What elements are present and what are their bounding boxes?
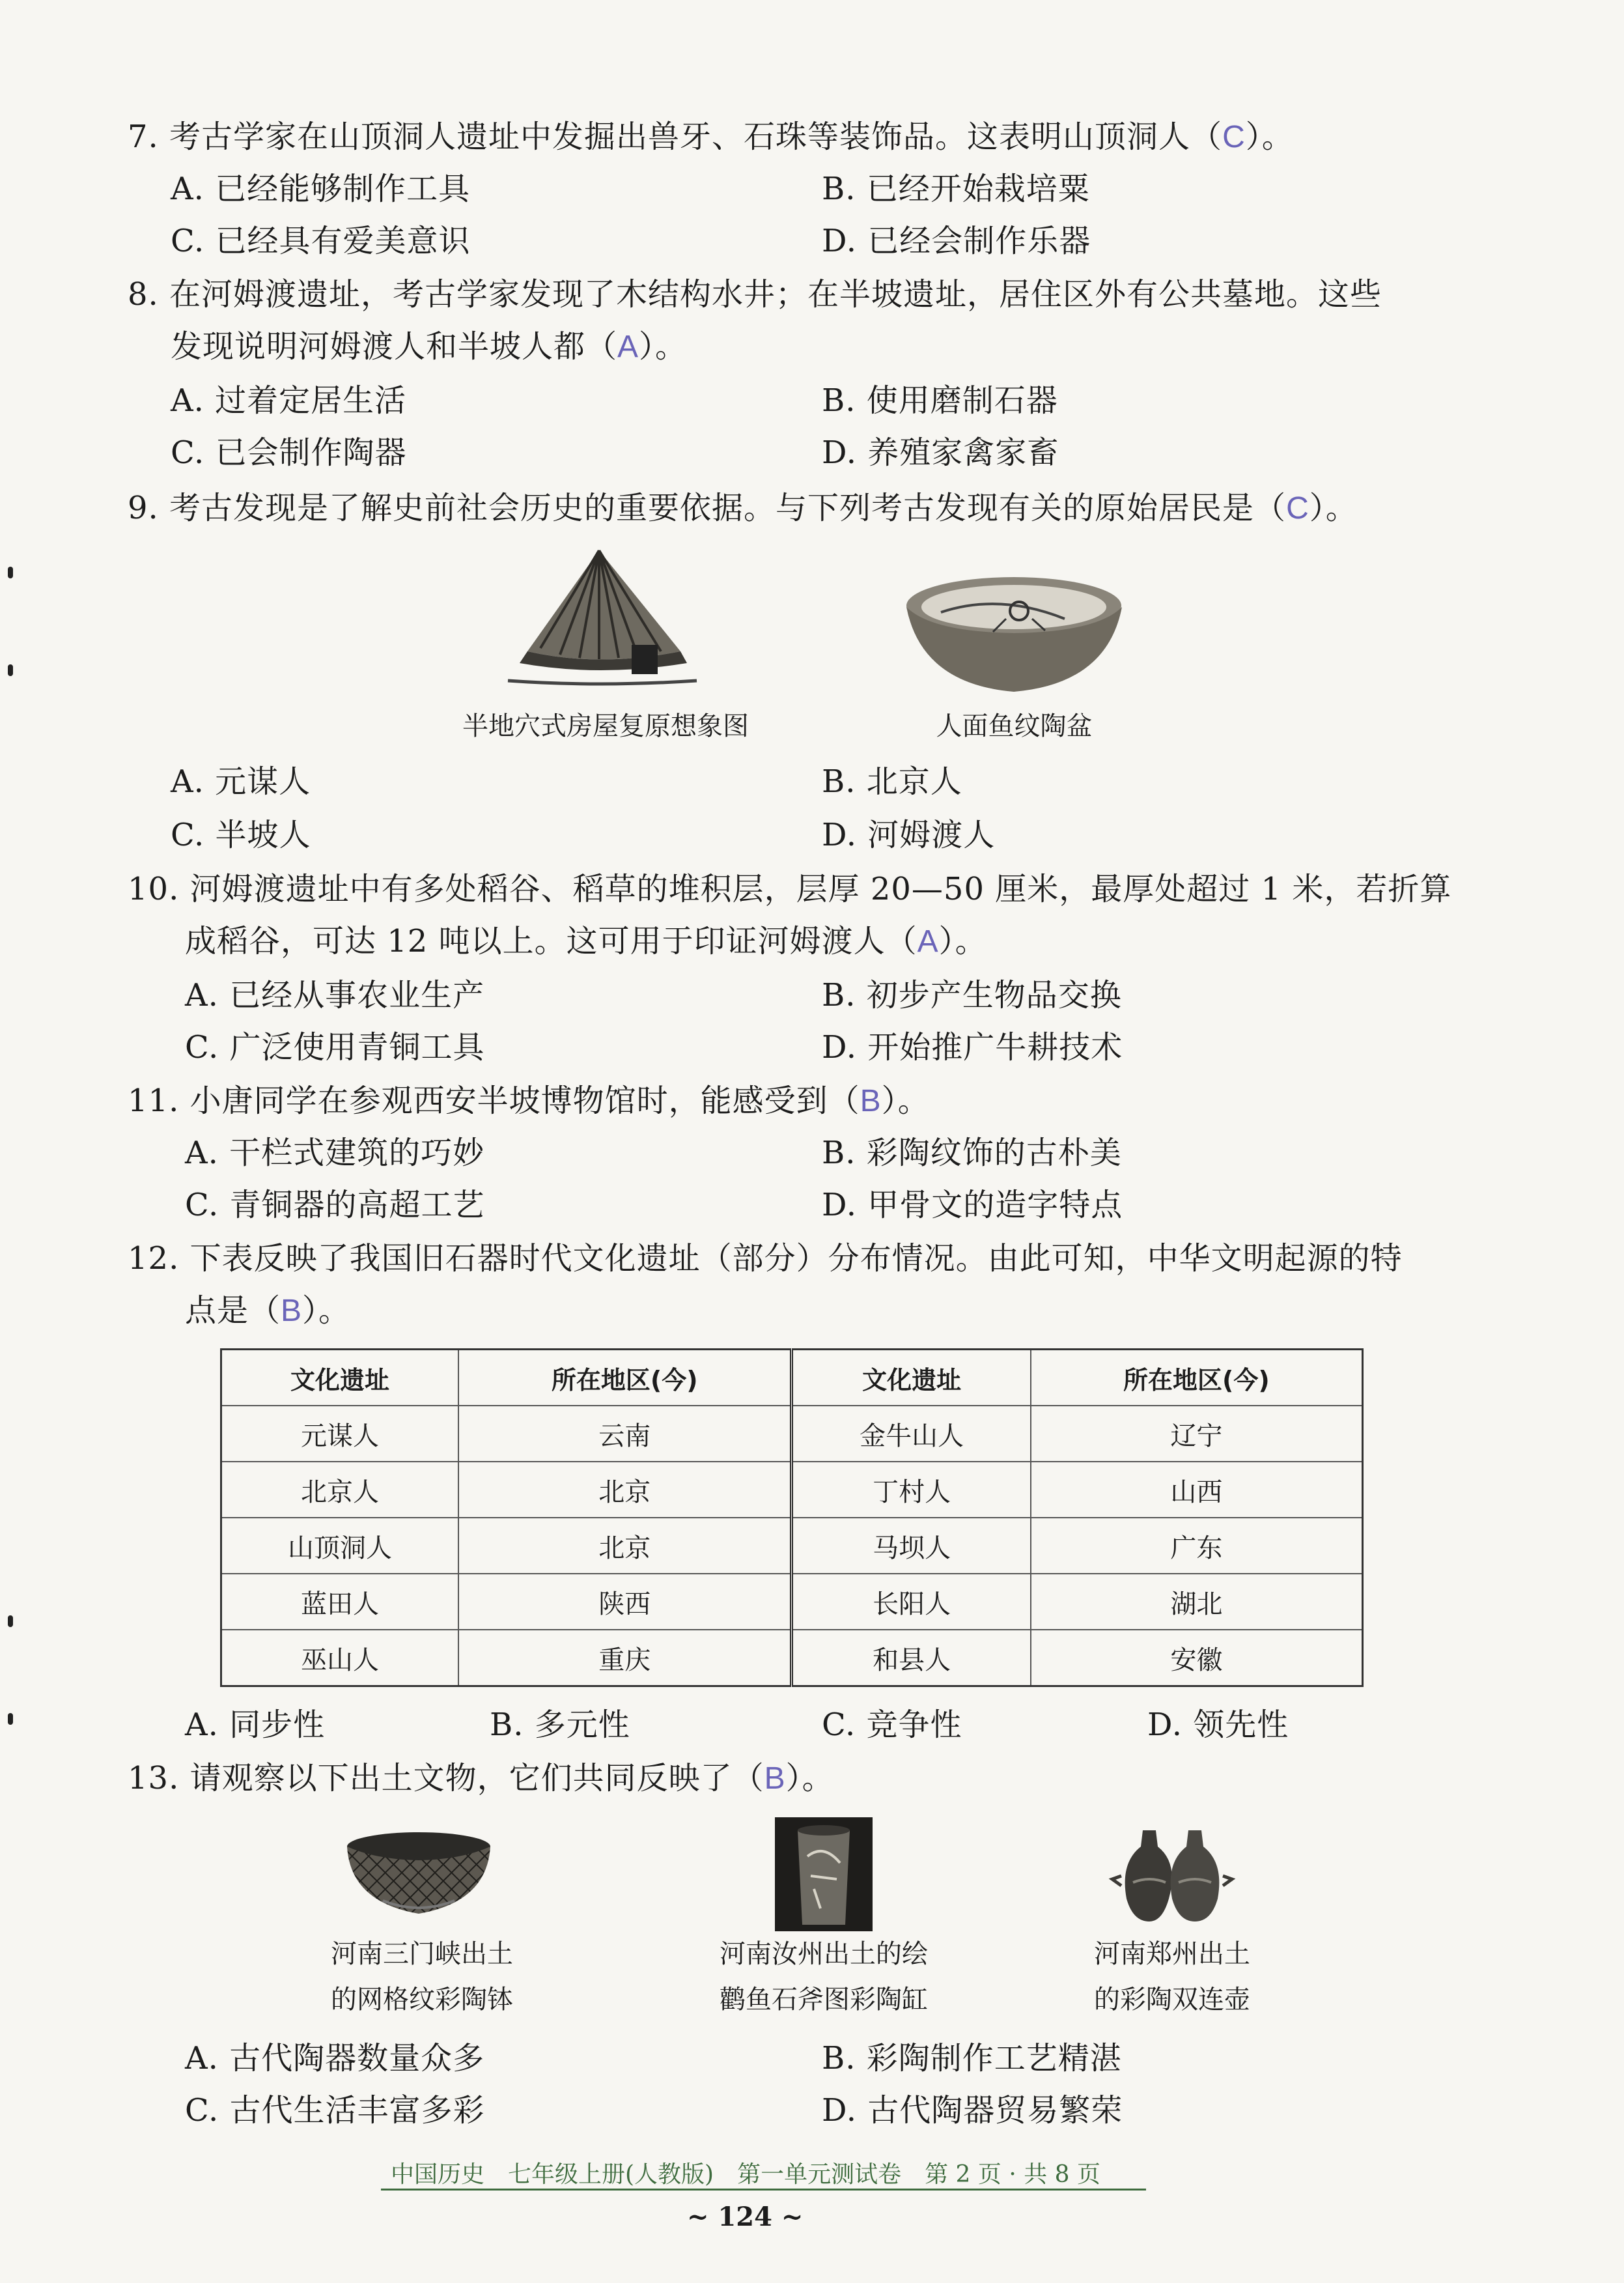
q7-option-c: C. 已经具有爱美意识 — [171, 223, 471, 259]
q13-option-d: D. 古代陶器贸易繁荣 — [822, 2092, 1123, 2129]
q8-option-d: D. 养殖家禽家畜 — [822, 434, 1059, 471]
q9-caption-house: 半地穴式房屋复原想象图 — [462, 711, 749, 741]
q10-option-c: C. 广泛使用青铜工具 — [185, 1029, 485, 1066]
q7-option-d: D. 已经会制作乐器 — [822, 223, 1091, 259]
q10-stem-line1: 10. 河姆渡遗址中有多处稻谷、稻草的堆积层，层厚 20—50 厘米，最厚处超过 1 米，若折算 — [128, 871, 1452, 907]
table-cell: 巫山人 — [221, 1630, 459, 1686]
human-face-fish-basin-image — [902, 573, 1127, 697]
table-cell: 山西 — [1031, 1462, 1363, 1518]
table-header: 文化遗址 — [221, 1350, 459, 1406]
q13-option-c: C. 古代生活丰富多彩 — [185, 2092, 485, 2129]
table-header-row — [221, 1350, 1363, 1406]
q9-caption-basin: 人面鱼纹陶盆 — [936, 711, 1093, 741]
q13-caption-vat-line2: 鹳鱼石斧图彩陶缸 — [720, 1985, 928, 2015]
table-row — [221, 1630, 1363, 1686]
q12-option-d: D. 领先性 — [1147, 1707, 1289, 1743]
q10-option-d: D. 开始推广牛耕技术 — [822, 1029, 1123, 1066]
q8-stem-line1: 8. 在河姆渡遗址，考古学家发现了木结构水井；在半坡遗址，居住区外有公共墓地。这些 — [128, 276, 1382, 313]
q8-option-a: A. 过着定居生活 — [171, 382, 407, 419]
net-pattern-painted-bowl-image — [344, 1830, 494, 1918]
q9-stem: 9. 考古发现是了解史前社会历史的重要依据。与下列考古发现有关的原始居民是（C）。 — [128, 490, 1358, 526]
q10-stem-line2: 成稻谷，可达 12 吨以上。这可用于印证河姆渡人（A）。 — [185, 923, 987, 959]
q7-option-a: A. 已经能够制作工具 — [171, 171, 471, 207]
table-cell: 广东 — [1031, 1518, 1363, 1574]
table-cell: 和县人 — [792, 1630, 1031, 1686]
page-number: ~ 124 ~ — [687, 2202, 804, 2232]
q12-option-a: A. 同步性 — [185, 1707, 326, 1743]
q13-caption-vat-line1: 河南汝州出土的绘 — [720, 1939, 928, 1969]
table-cell: 安徽 — [1031, 1630, 1363, 1686]
table-cell: 北京 — [458, 1462, 792, 1518]
q11-option-d: D. 甲骨文的造字特点 — [822, 1187, 1123, 1223]
table-cell: 长阳人 — [792, 1574, 1031, 1630]
binding-mark — [8, 664, 13, 676]
q13-stem: 13. 请观察以下出土文物，它们共同反映了（B）。 — [128, 1760, 834, 1796]
q11-option-a: A. 干栏式建筑的巧妙 — [185, 1135, 485, 1171]
footer-rule — [381, 2189, 1146, 2191]
painted-double-linked-pot-image — [1107, 1824, 1237, 1928]
q11-option-b: B. 彩陶纹饰的古朴美 — [822, 1135, 1122, 1171]
q13-option-a: A. 古代陶器数量众多 — [185, 2040, 485, 2077]
q9-option-b: B. 北京人 — [822, 763, 962, 800]
table-cell: 元谋人 — [221, 1406, 459, 1462]
q9-option-c: C. 半坡人 — [171, 817, 311, 853]
semi-subterranean-house-image — [501, 547, 703, 697]
q13-caption-pot-line1: 河南郑州出土 — [1094, 1939, 1250, 1969]
q12-stem-line1: 12. 下表反映了我国旧石器时代文化遗址（部分）分布情况。由此可知，中华文明起源的特 — [128, 1240, 1403, 1277]
table-cell: 陕西 — [458, 1574, 792, 1630]
binding-mark — [8, 1713, 13, 1725]
q8-stem-line2: 发现说明河姆渡人和半坡人都（A）。 — [171, 328, 688, 365]
q9-option-a: A. 元谋人 — [171, 763, 311, 800]
table-row — [221, 1406, 1363, 1462]
table-cell: 云南 — [458, 1406, 792, 1462]
binding-mark — [8, 1615, 13, 1627]
table-cell: 重庆 — [458, 1630, 792, 1686]
q8-option-b: B. 使用磨制石器 — [822, 382, 1058, 419]
stork-fish-axe-painted-vat-image — [775, 1817, 873, 1931]
q8-answer: A — [617, 330, 639, 364]
table-cell: 辽宁 — [1031, 1406, 1363, 1462]
q7-option-b: B. 已经开始栽培粟 — [822, 171, 1090, 207]
q7-answer: C — [1222, 120, 1246, 154]
q13-answer: B — [764, 1761, 786, 1796]
table-cell: 北京人 — [221, 1462, 459, 1518]
table-row — [221, 1574, 1363, 1630]
q8-option-c: C. 已会制作陶器 — [171, 434, 407, 471]
q10-option-a: A. 已经从事农业生产 — [185, 977, 485, 1014]
table-cell: 马坝人 — [792, 1518, 1031, 1574]
table-cell: 丁村人 — [792, 1462, 1031, 1518]
q11-answer: B — [860, 1084, 882, 1118]
table-header: 所在地区(今) — [458, 1350, 792, 1406]
q12-option-c: C. 竞争性 — [822, 1707, 962, 1743]
q13-caption-bowl-line1: 河南三门峡出土 — [331, 1939, 513, 1969]
table-cell: 湖北 — [1031, 1574, 1363, 1630]
table-row — [221, 1518, 1363, 1574]
q11-option-c: C. 青铜器的高超工艺 — [185, 1187, 485, 1223]
table-header: 文化遗址 — [792, 1350, 1031, 1406]
q11-stem: 11. 小唐同学在参观西安半坡博物馆时，能感受到（B）。 — [128, 1083, 930, 1119]
sites-table — [220, 1348, 1364, 1687]
q13-option-b: B. 彩陶制作工艺精湛 — [822, 2040, 1122, 2077]
table-cell: 山顶洞人 — [221, 1518, 459, 1574]
table-cell: 金牛山人 — [792, 1406, 1031, 1462]
binding-mark — [8, 567, 13, 578]
q10-answer: A — [917, 924, 939, 959]
q13-caption-pot-line2: 的彩陶双连壶 — [1094, 1985, 1250, 2015]
q10-option-b: B. 初步产生物品交换 — [822, 977, 1122, 1014]
q9-option-d: D. 河姆渡人 — [822, 817, 996, 853]
footer-title: 中国历史 七年级上册(人教版) 第一单元测试卷 第 2 页 · 共 8 页 — [391, 2161, 1101, 2188]
q12-option-b: B. 多元性 — [490, 1707, 630, 1743]
q7-stem: 7. 考古学家在山顶洞人遗址中发掘出兽牙、石珠等装饰品。这表明山顶洞人（C）。 — [128, 119, 1294, 155]
table-header: 所在地区(今) — [1031, 1350, 1363, 1406]
table-cell: 蓝田人 — [221, 1574, 459, 1630]
table-row — [221, 1462, 1363, 1518]
q13-caption-bowl-line2: 的网格纹彩陶钵 — [331, 1985, 513, 2015]
table-cell: 北京 — [458, 1518, 792, 1574]
q12-stem-line2: 点是（B）。 — [185, 1292, 351, 1329]
q12-answer: B — [281, 1294, 303, 1328]
q9-answer: C — [1286, 491, 1309, 526]
